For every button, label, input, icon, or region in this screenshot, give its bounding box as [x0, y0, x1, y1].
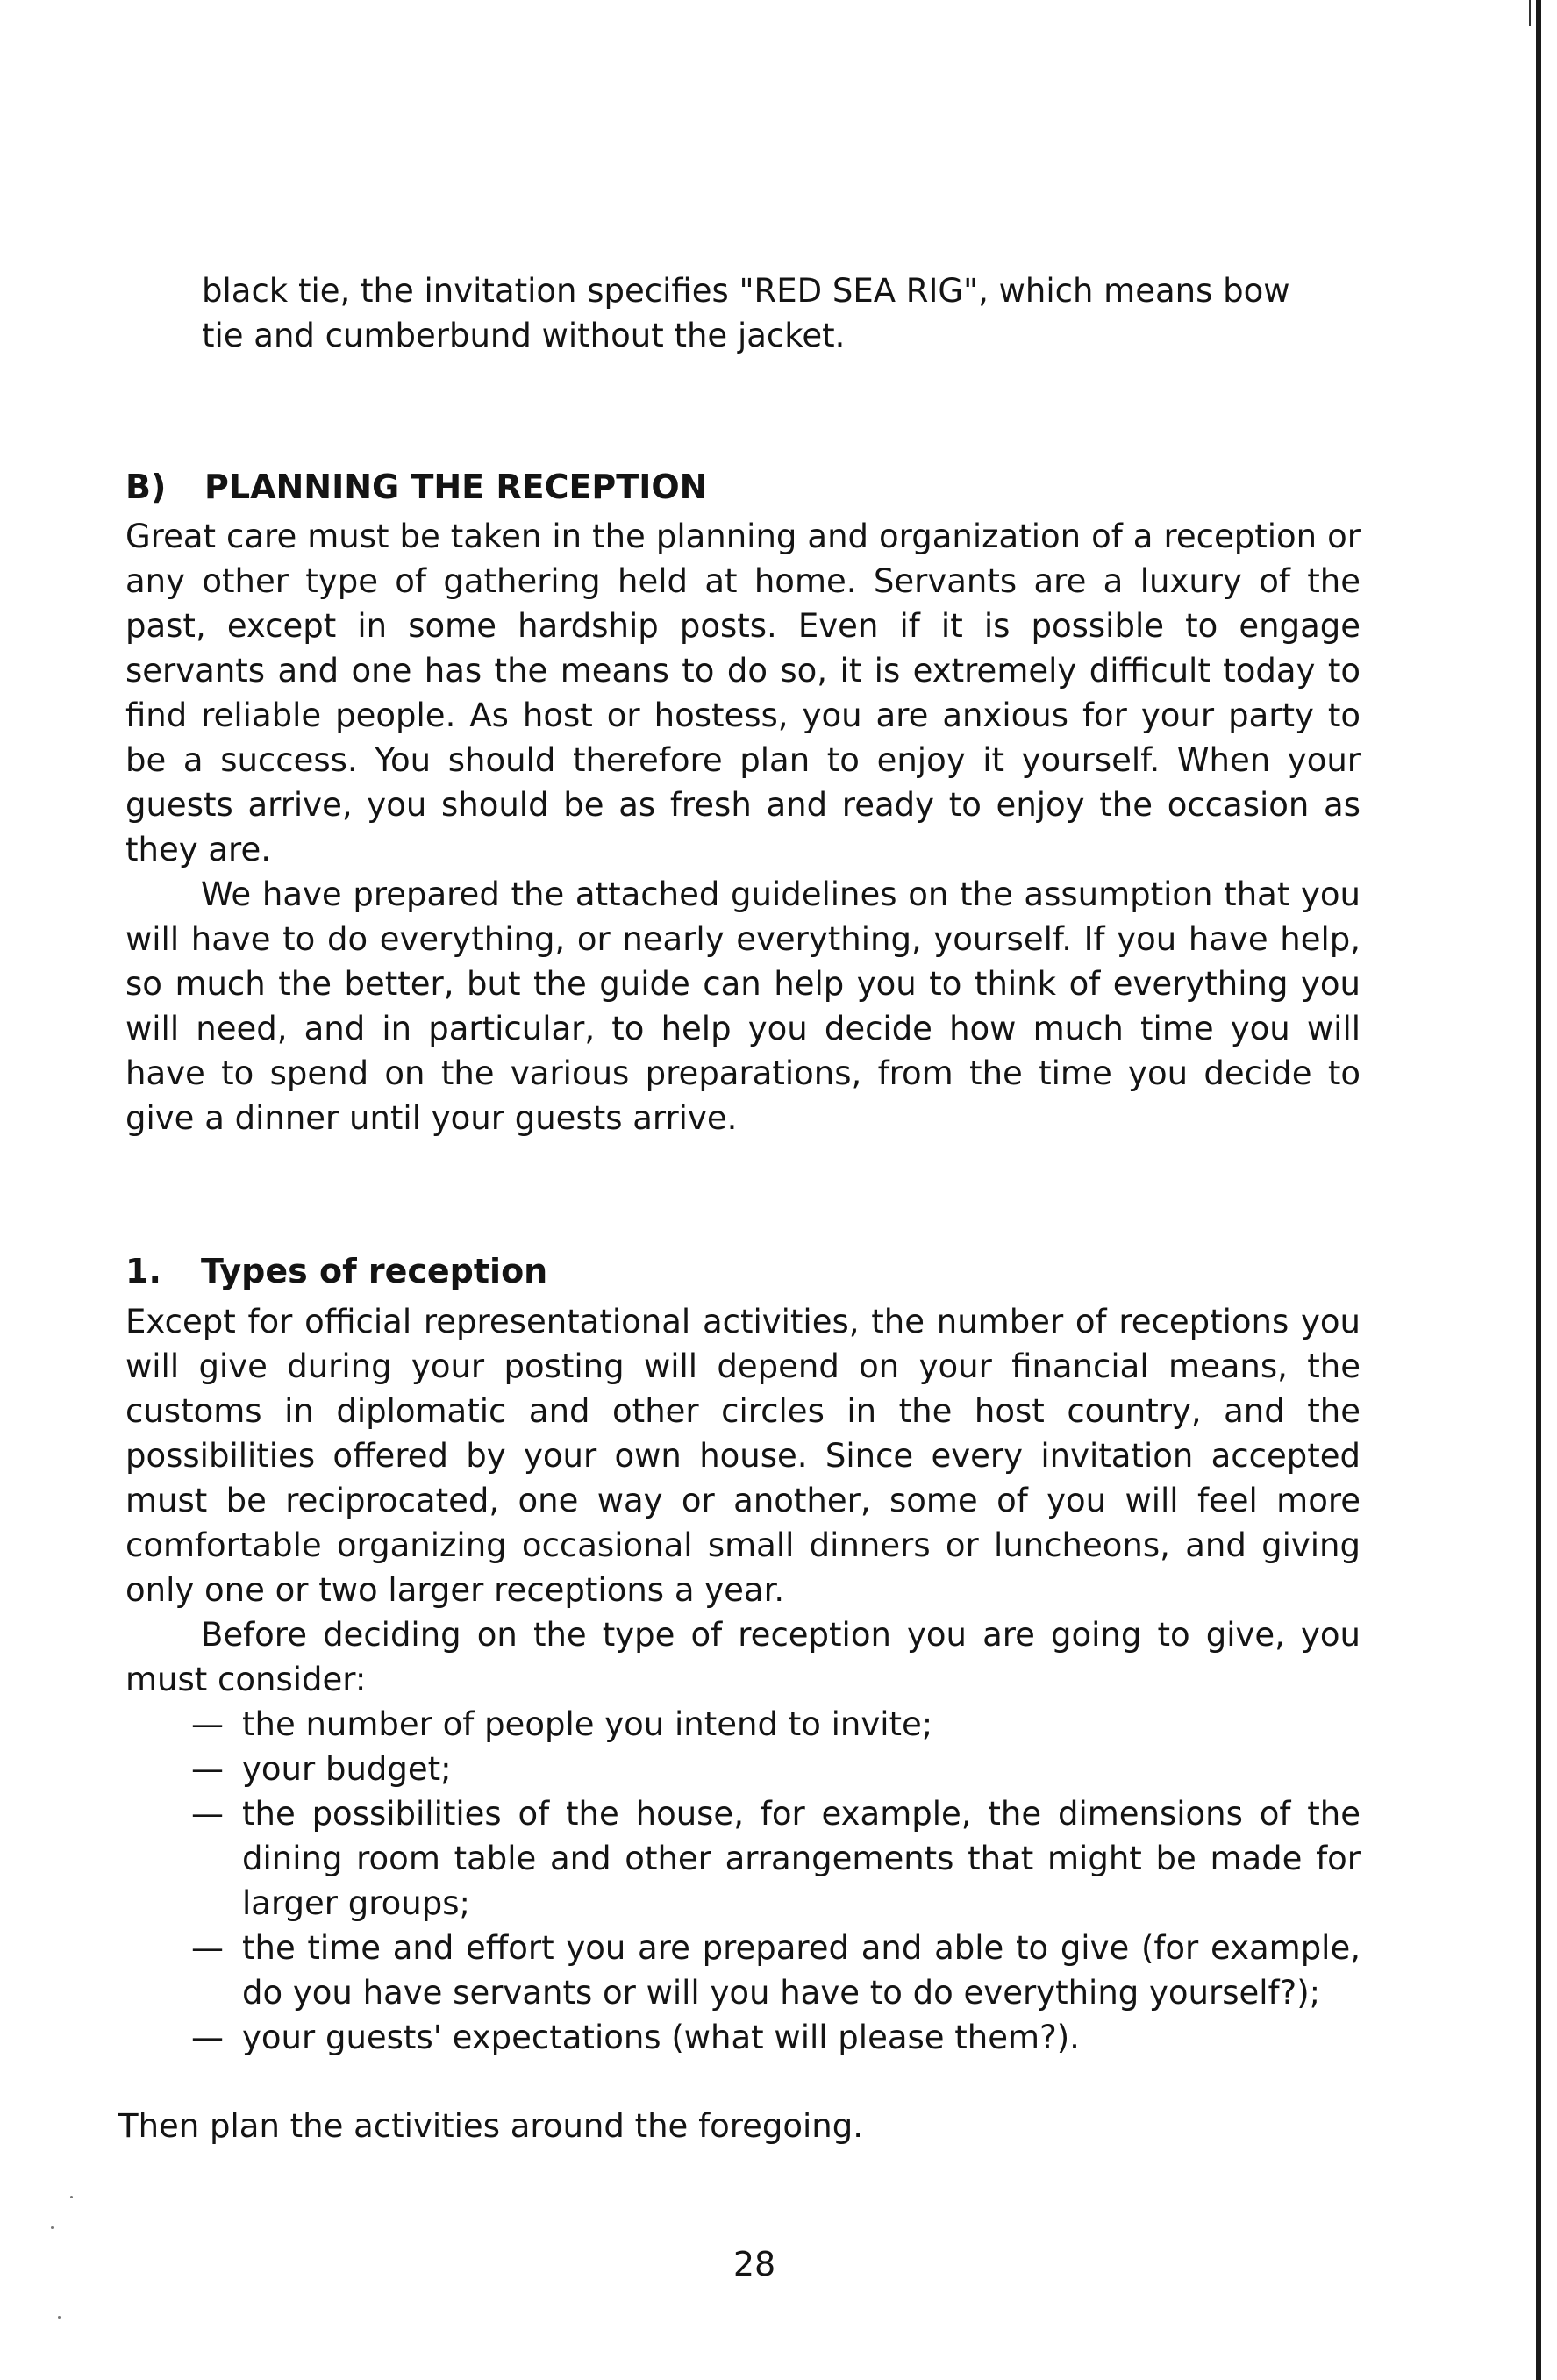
considerations-list	[191, 1702, 1361, 2060]
dash-bullet: —	[191, 1795, 224, 1833]
section-1-paragraph-1: Except for official representational activities, the number of receptions you will give during your posting will depend on your financial means, the customs in diplomatic and other circles in the host country, and the possibilities offered by your own house. Since every invitation accepted must be reciprocated, one way or another, some of you will feel more comfortable organizing occasional small dinners or luncheons, and giving only one or two larger receptions a year.	[125, 1303, 1361, 1609]
page-edge-shadow	[1536, 0, 1541, 2380]
section-b-marker: B)	[125, 468, 167, 506]
dash-bullet: —	[191, 1929, 224, 1967]
list-item	[191, 1747, 1361, 1791]
scan-speck	[70, 2196, 73, 2198]
section-1-closing: Then plan the activities around the foregoing.	[118, 2107, 863, 2145]
section-1-heading	[125, 1249, 1353, 1294]
list-item-text: the number of people you intend to invite;	[242, 1705, 933, 1743]
section-b-paragraph-1: Great care must be taken in the planning and organization of a reception or any other type of gathering held at home. Servants are a luxury of the past, except in some hardship posts. Even if it is possible to engage servants and one has the means to do so, it is extremely difficult today to find reliable people. As host or hostess, you are anxious for your party to be a success. You should therefore plan to enjoy it yourself. When your guests arrive, you should be as fresh and ready to enjoy the occasion as they are.	[125, 518, 1361, 868]
list-item-text: the possibilities of the house, for example, the dimensions of the dining room table and other arrangements that might be made for larger groups;	[242, 1795, 1361, 1922]
list-item-text: your budget;	[242, 1750, 452, 1788]
dash-bullet: —	[191, 2019, 224, 2056]
list-item-text: the time and effort you are prepared and able to give (for example, do you have servants or will you have to do everything yourself?);	[242, 1929, 1361, 2012]
list-item-text: your guests' expectations (what will please them?).	[242, 2019, 1080, 2056]
section-1-title: Types of reception	[201, 1252, 548, 1290]
list-item	[191, 1926, 1361, 2015]
section-b-heading	[125, 465, 1353, 510]
continuation-line-1: black tie, the invitation specifies "RED SEA RIG", which means bow	[202, 272, 1290, 310]
section-b-paragraph-2: We have prepared the attached guidelines on the assumption that you will have to do everything, or nearly everything, yourself. If you have help, so much the better, but the guide can help you to think of everything you will need, and in particular, to help you decide how much time you will have to spend on the various preparations, from the time you decide to give a dinner until your guests arrive.	[125, 876, 1361, 1137]
page-edge-mark	[1529, 0, 1531, 26]
section-1-paragraph-2: Before deciding on the type of reception you are going to give, you must consider:	[125, 1616, 1361, 1698]
dash-bullet: —	[191, 1750, 224, 1788]
dash-bullet: —	[191, 1705, 224, 1743]
section-1-number: 1.	[125, 1252, 161, 1290]
scan-speck	[51, 2226, 54, 2229]
list-item	[191, 2015, 1361, 2060]
section-b-title: PLANNING THE RECEPTION	[204, 468, 708, 506]
list-item	[191, 1702, 1361, 1747]
continuation-line-2: tie and cumberbund without the jacket.	[202, 317, 846, 354]
page-number: 28	[732, 2245, 776, 2284]
list-item	[191, 1791, 1361, 1926]
scan-speck	[58, 2316, 61, 2319]
